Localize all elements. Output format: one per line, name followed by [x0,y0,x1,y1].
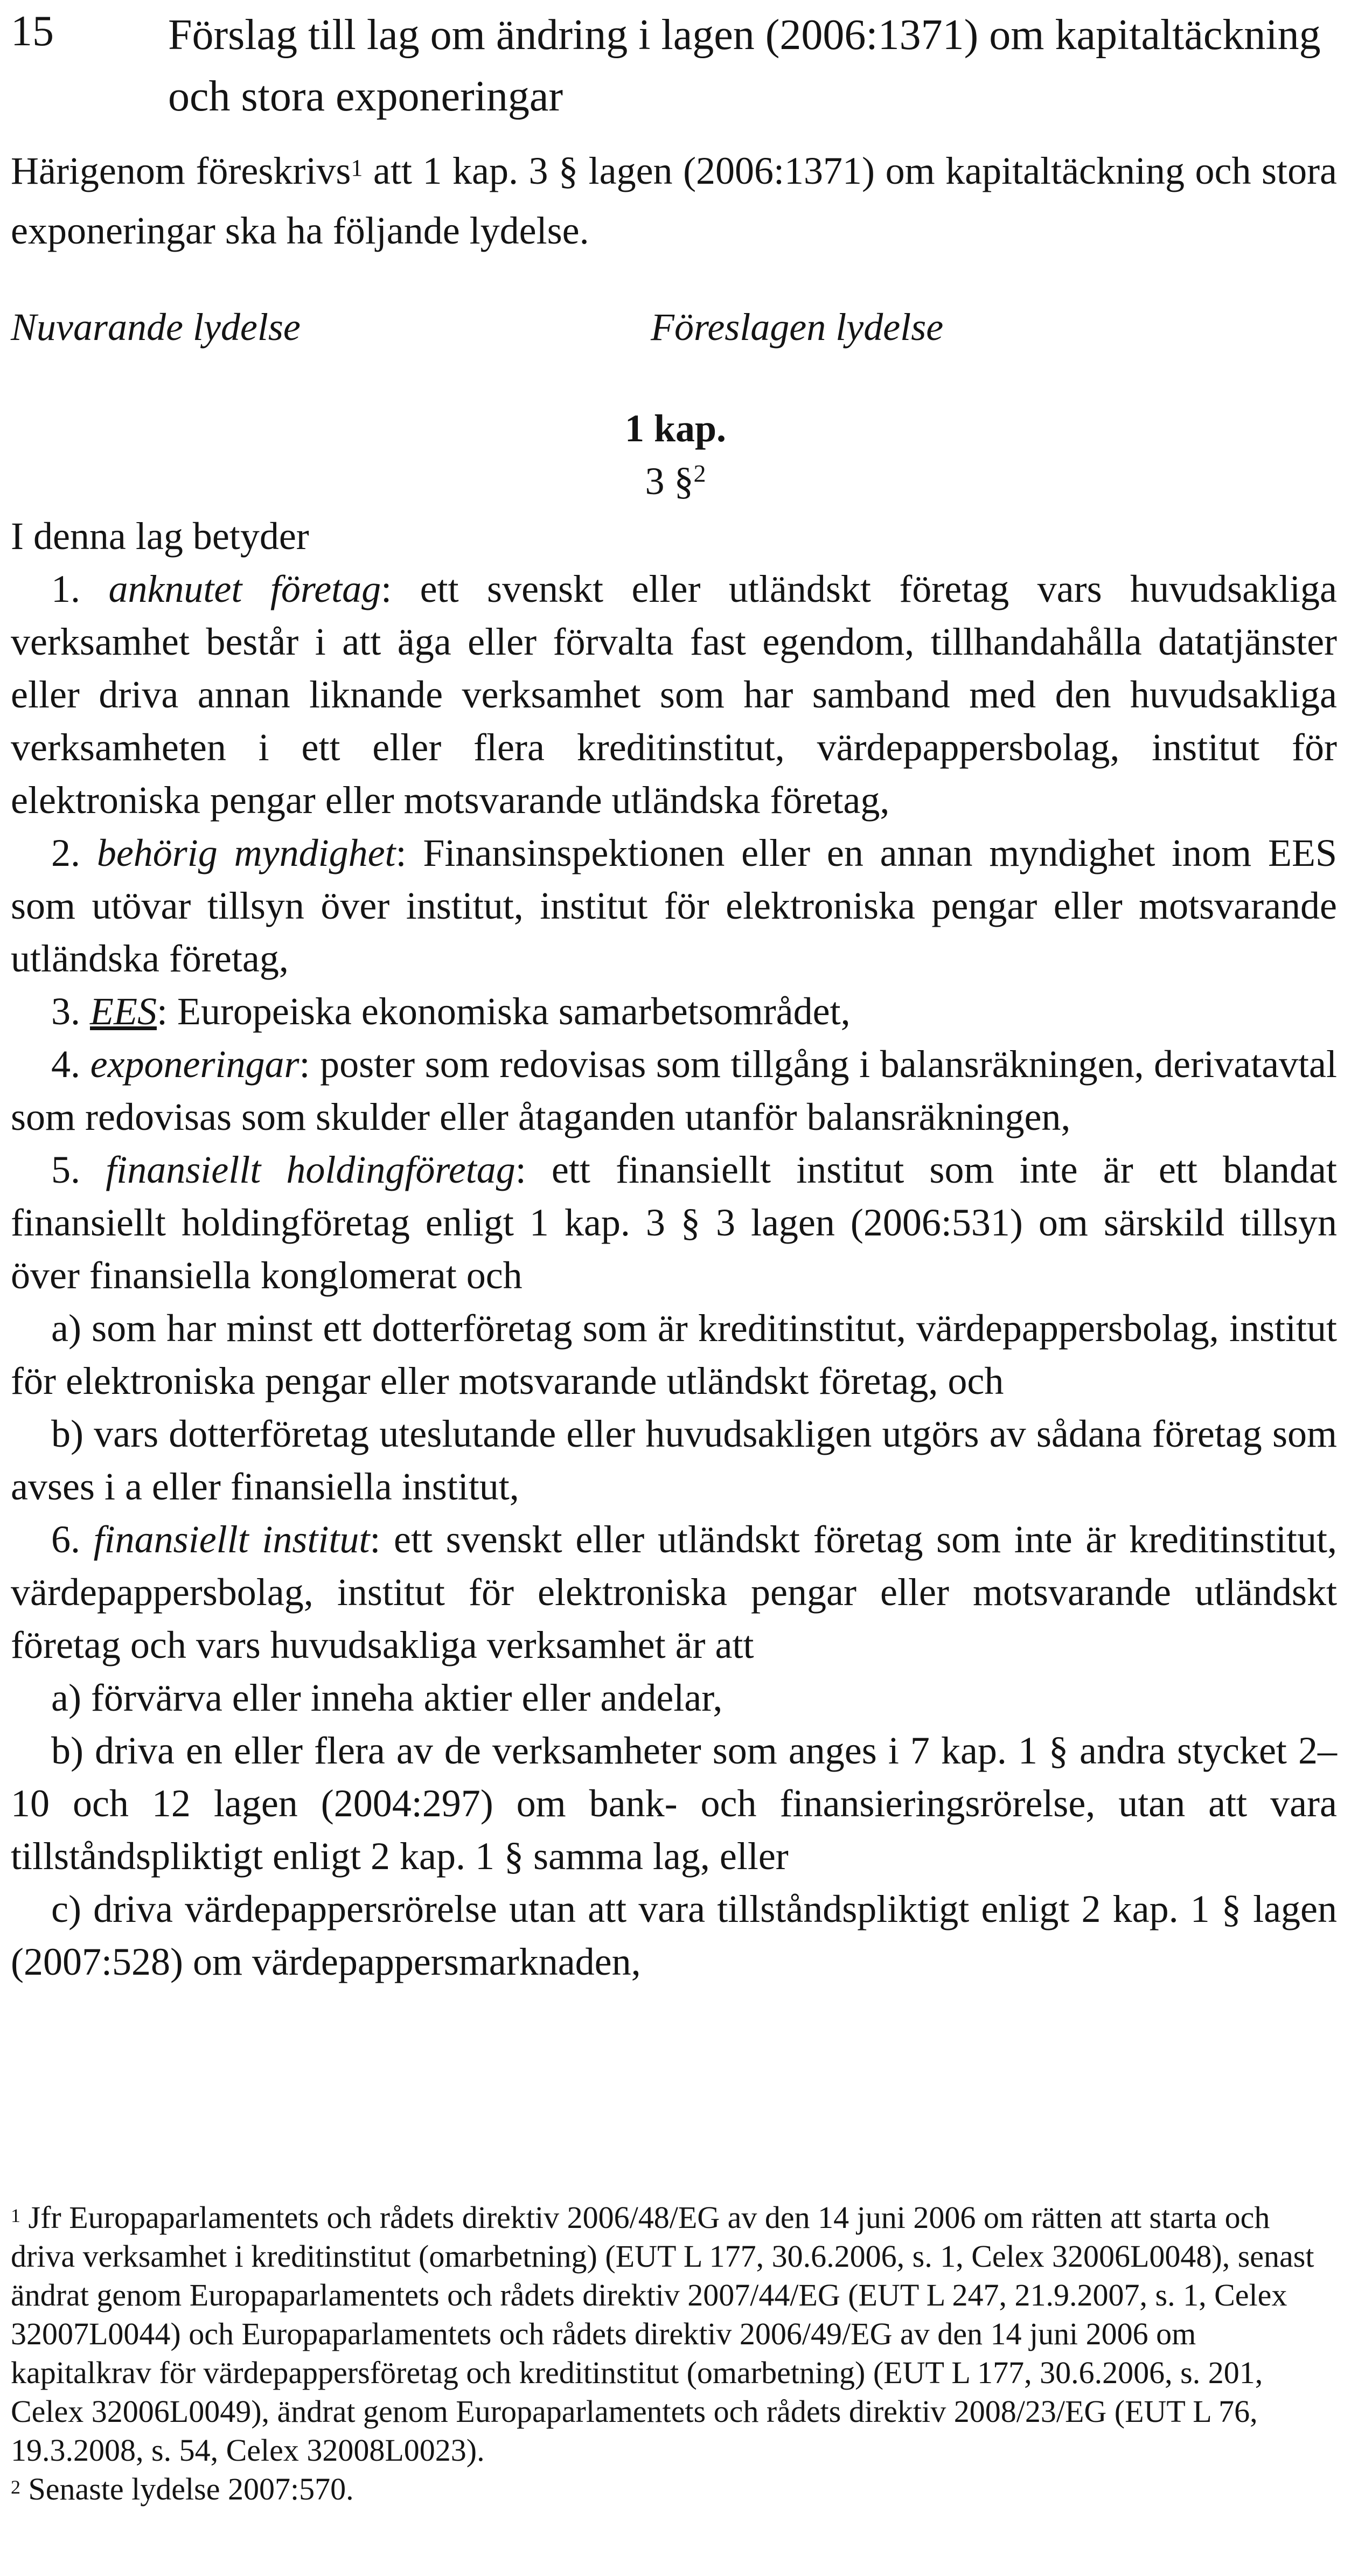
definition-text: : Europeiska ekonomiska samarbetsområdet, [156,990,851,1033]
definition-text: : ett svenskt eller utländskt företag vars huvudsakliga verksamhet består i att äga eller förvalta fast egendom, tillhandahålla datatjänster eller driva annan liknande verksamhet som har samband med den huvudsakliga verksamheten i ett eller flera kreditinstitut, värdepappersbolag, institut för elektroniska pengar eller motsvarande utländska företag, [11,567,1338,822]
definition-item [11,1513,1337,1671]
section-number: 15 [11,8,54,55]
footnote-mark: 2 [11,2476,20,2498]
column-heading-current: Nuvarande lydelse [11,305,301,349]
lead-line: I denna lag betyder [11,515,309,558]
sub-item: c) driva värdepappersrörelse utan att vara tillståndspliktigt enligt 2 kap. 1 § lagen (2007:528) om värdepappersmarknaden, [11,1887,1337,1983]
intro-text-start: Härigenom föreskrivs [11,149,351,192]
footnote-text: Jfr Europaparlamentets och rådets direktiv 2006/48/EG av den 14 juni 2006 om rätten att starta och driva verksamhet i kreditinstitut (omarbetning) (EUT L 177, 30.6.2006, s. 1, Celex 32006L0048), senast ändrat genom Europaparlamentets och rådets direktiv 2007/44/EG (EUT L 247, 21.9.2007, s. 1, Celex 32007L0044) och Europaparlamentets och rådets direktiv 2006/49/EG av den 14 juni 2006 om kapitalkrav för värdepappersföretag och kreditinstitut (omarbetning) (EUT L 177, 30.6.2006, s. 201, Celex 32006L0049), ändrat genom Europaparlamentets och rådets direktiv 2008/23/EG (EUT L 76, 19.3.2008, s. 54, Celex 32008L0023). [11,2200,1314,2468]
column-heading-proposed: Föreslagen lydelse [651,305,944,349]
definition-item [11,827,1337,985]
intro-text-end: att 1 kap. 3 § lagen (2006:1371) om kapitaltäckning och stora exponeringar ska ha följande lydelse. [11,149,1337,252]
paragraph-label: 3 § [645,460,694,503]
definition-text: : ett finansiellt institut som inte är ett blandat finansiellt holdingföretag enligt 1 kap. 3 § 3 lagen (2006:531) om särskild tillsyn över finansiella konglomerat och [11,1148,1338,1297]
statute-text [11,510,1337,1988]
footnote-ref-1[interactable]: 1 [351,155,363,181]
footnote-text: Senaste lydelse 2007:570. [20,2471,354,2506]
item-number: 2. [51,831,97,874]
definition-item [11,1143,1337,1302]
item-number: 6. [51,1518,94,1561]
defined-term: finansiellt institut [93,1518,370,1561]
footnote-2 [11,2470,1325,2509]
item-number: 3. [51,990,90,1033]
defined-term: exponeringar [90,1043,300,1086]
footnotes [11,2198,1325,2509]
defined-term: behörig myndighet [96,831,396,874]
sub-item: b) driva en eller flera av de verksamheter som anges i 7 kap. 1 § andra stycket 2–10 och 12 lagen (2004:297) om bank- och finansieringsrörelse, utan att vara tillståndspliktigt enligt 2 kap. 1 § samma lag, eller [11,1729,1337,1878]
definition-text: : Finansinspektionen eller en annan myndighet inom EES som utövar tillsyn över institut, institut för elektroniska pengar eller motsvarande utländska företag, [11,831,1337,980]
intro-paragraph [11,141,1337,261]
item-number: 1. [51,567,109,610]
definition-item [11,985,1337,1038]
sub-item: a) som har minst ett dotterföretag som är kreditinstitut, värdepappersbolag, institut för elektroniska pengar eller motsvarande utländskt företag, och [11,1307,1337,1402]
sub-item: b) vars dotterföretag uteslutande eller huvudsakligen utgörs av sådana företag som avses i a eller finansiella institut, [11,1412,1337,1508]
footnote-1 [11,2198,1325,2470]
item-number: 4. [51,1043,90,1086]
sub-item: a) förvärva eller inneha aktier eller andelar, [51,1676,723,1719]
chapter-heading: 1 kap. [624,407,727,450]
definition-text: : ett svenskt eller utländskt företag som inte är kreditinstitut, värdepappersbolag, institut för elektroniska pengar eller motsvarande utländskt företag och vars huvudsakliga verksamhet är att [11,1518,1338,1667]
footnote-ref-2[interactable]: 2 [693,460,706,487]
definition-text: : poster som redovisas som tillgång i balansräkningen, derivatavtal som redovisas som skulder eller åtaganden utanför balansräkningen, [11,1043,1338,1138]
defined-term: EES [90,990,157,1033]
definition-item [11,563,1337,827]
definition-item [11,1038,1337,1143]
defined-term: anknutet företag [108,567,381,610]
item-number: 5. [51,1148,106,1191]
paragraph-heading [0,457,1351,505]
defined-term: finansiellt holdingföretag [106,1148,516,1191]
footnote-mark: 1 [11,2205,20,2226]
section-title: Förslag till lag om ändring i lagen (2006:1371) om kapitaltäckning och stora exponeringar [168,11,1321,120]
